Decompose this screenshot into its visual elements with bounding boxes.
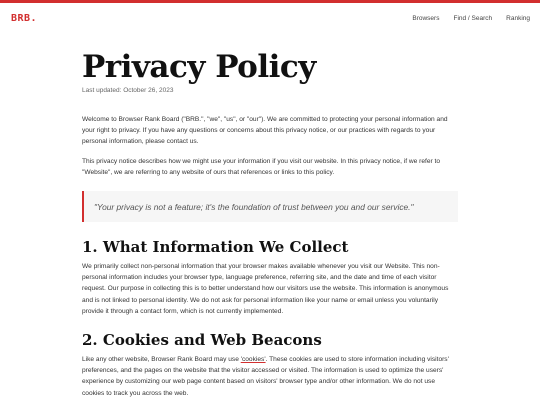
cookies-text-post: . These cookies are used to store information including visitors' preferences, and the pages on the website that the visitor accessed or visited. The information is used to optimize the users' experience by customizing our web page content based on visitors' browser type and/or other information. We do not use cookies to track you across the web. bbox=[82, 356, 449, 397]
section-title-cookies: 2. Cookies and Web Beacons bbox=[82, 331, 322, 350]
section-body-cookies bbox=[82, 354, 458, 399]
section-body-information: We primarily collect non-personal information that your browser makes available whenever you visit our Website. This non-personal information includes your browser type, language preference, referring site, and the date and time of each visitor request. Our purpose in collecting this is to better understand how our visitors use the website. This information is anonymous and is not linked to personal identity. We do not ask for personal information like your name or email unless you voluntarily provide it through a contact form, which is not currently implemented. bbox=[82, 263, 449, 315]
cookies-link[interactable]: 'cookies' bbox=[240, 356, 266, 364]
policy-content bbox=[82, 38, 458, 399]
site-logo[interactable]: BRB. bbox=[11, 13, 38, 24]
nav-link-browsers[interactable]: Browsers bbox=[412, 15, 440, 22]
privacy-quote bbox=[82, 191, 458, 222]
intro-paragraph-2: This privacy notice describes how we might use your information if you visit our website. In this privacy notice, if we refer to "Website", we are referring to any website of ours that references or links to this policy. bbox=[82, 157, 441, 176]
last-updated: Last updated: October 26, 2023 bbox=[82, 87, 174, 94]
cookies-text-pre: Like any other website, Browser Rank Board may use bbox=[82, 356, 241, 364]
nav-link-find-search[interactable]: Find / Search bbox=[453, 15, 493, 22]
intro-paragraph-1: Welcome to Browser Rank Board ("BRB.", "we", "us", or "our"). We are committed to protecting your personal information and your right to privacy. If you have any questions or concerns about this privacy notice, or our practices with regards to your personal information, please contact us. bbox=[82, 116, 448, 146]
section-title-information: 1. What Information We Collect bbox=[82, 238, 349, 257]
nav-link-ranking[interactable]: Ranking bbox=[506, 15, 530, 22]
page-title: Privacy Policy bbox=[82, 49, 316, 85]
main-nav bbox=[412, 15, 530, 22]
site-header bbox=[0, 3, 540, 37]
privacy-quote-text: "Your privacy is not a feature; it's the foundation of trust between you and our service." bbox=[94, 201, 414, 212]
